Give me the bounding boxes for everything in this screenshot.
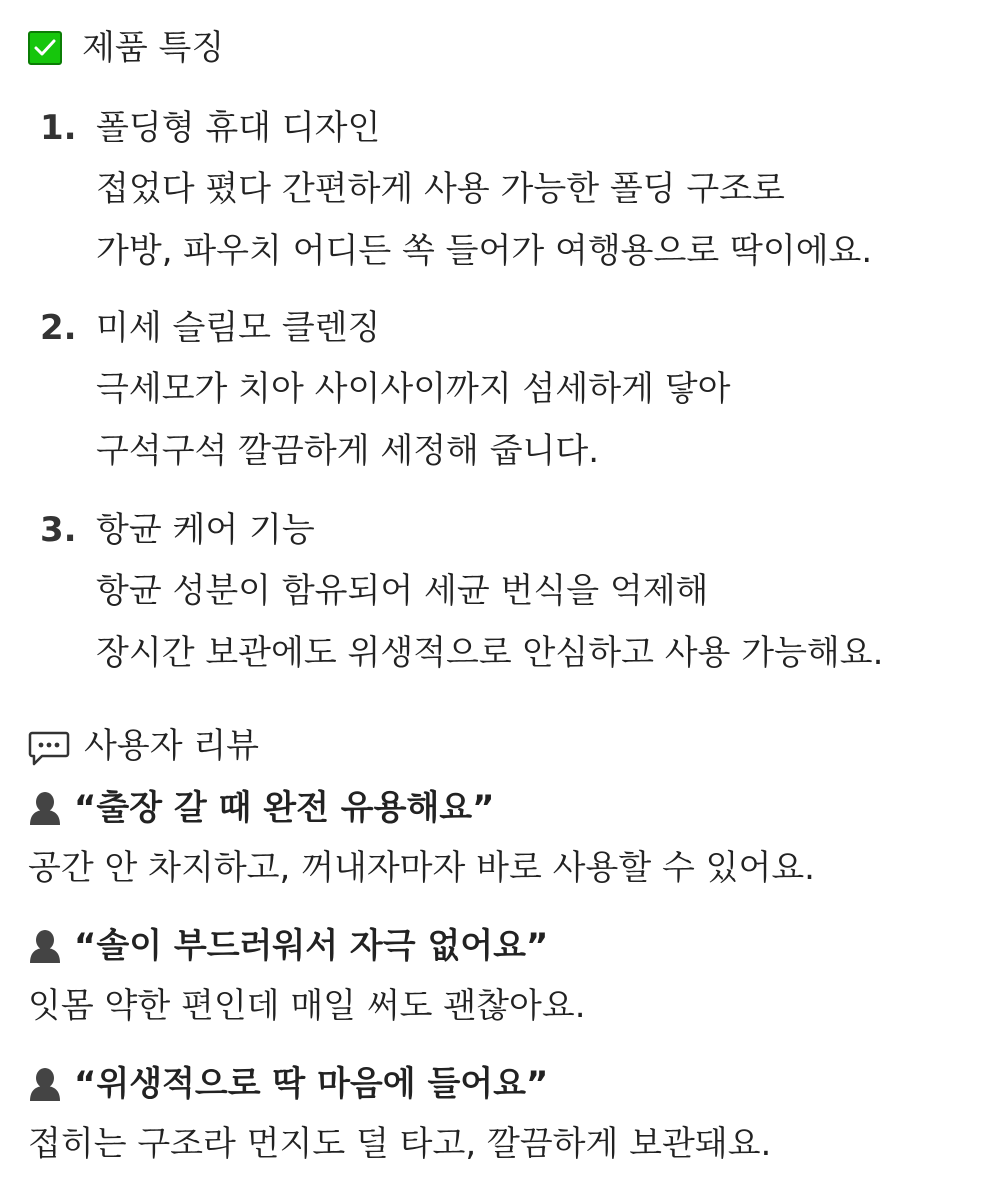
review-body: 공간 안 차지하고, 꺼내자마자 바로 사용할 수 있어요. xyxy=(28,848,815,888)
feature-heading xyxy=(40,508,980,552)
review-heading xyxy=(28,924,988,968)
feature-title: 항균 케어 기능 xyxy=(96,510,315,550)
person-icon xyxy=(28,928,62,964)
review-item xyxy=(28,786,988,896)
feature-title: 미세 슬림모 클렌징 xyxy=(96,308,381,348)
review-body: 접히는 구조라 먼지도 덜 타고, 깔끔하게 보관돼요. xyxy=(28,1124,772,1164)
feature-description-line: 항균 성분이 함유되어 세균 번식을 억제해 xyxy=(96,571,709,611)
person-icon xyxy=(28,790,62,826)
review-item xyxy=(28,1062,988,1172)
review-heading xyxy=(28,786,988,830)
feature-description-line: 접었다 폈다 간편하게 사용 가능한 폴딩 구조로 xyxy=(96,169,785,209)
review-body: 잇몸 약한 편인데 매일 써도 괜찮아요. xyxy=(28,986,586,1026)
feature-heading xyxy=(40,306,980,350)
review-quote: “출장 갈 때 완전 유용해요” xyxy=(74,788,495,828)
feature-title: 폴딩형 휴대 디자인 xyxy=(96,108,381,148)
features-title-text: 제품 특징 xyxy=(82,28,225,68)
review-quote: “솔이 부드러워서 자극 없어요” xyxy=(74,926,549,966)
feature-description-line: 가방, 파우치 어디든 쏙 들어가 여행용으로 딱이에요. xyxy=(96,231,873,271)
feature-number: 2. xyxy=(40,308,77,348)
speech-bubble-icon xyxy=(28,730,70,770)
person-icon xyxy=(28,1066,62,1102)
feature-description-line: 극세모가 치아 사이사이까지 섬세하게 닿아 xyxy=(96,369,731,409)
features-section-title xyxy=(28,26,224,70)
feature-item xyxy=(40,306,980,482)
review-quote: “위생적으로 딱 마음에 들어요” xyxy=(74,1064,549,1104)
review-item xyxy=(28,924,988,1034)
feature-heading xyxy=(40,106,980,150)
reviews-section-title xyxy=(28,724,259,768)
reviews-title-text: 사용자 리뷰 xyxy=(84,726,260,766)
feature-number: 3. xyxy=(40,510,77,550)
review-heading xyxy=(28,1062,988,1106)
feature-description-line: 구석구석 깔끔하게 세정해 줍니다. xyxy=(96,431,600,471)
check-mark-button-icon xyxy=(28,31,62,65)
feature-item xyxy=(40,508,980,684)
feature-description-line: 장시간 보관에도 위생적으로 안심하고 사용 가능해요. xyxy=(96,633,884,673)
feature-number: 1. xyxy=(40,108,77,148)
feature-item xyxy=(40,106,980,282)
